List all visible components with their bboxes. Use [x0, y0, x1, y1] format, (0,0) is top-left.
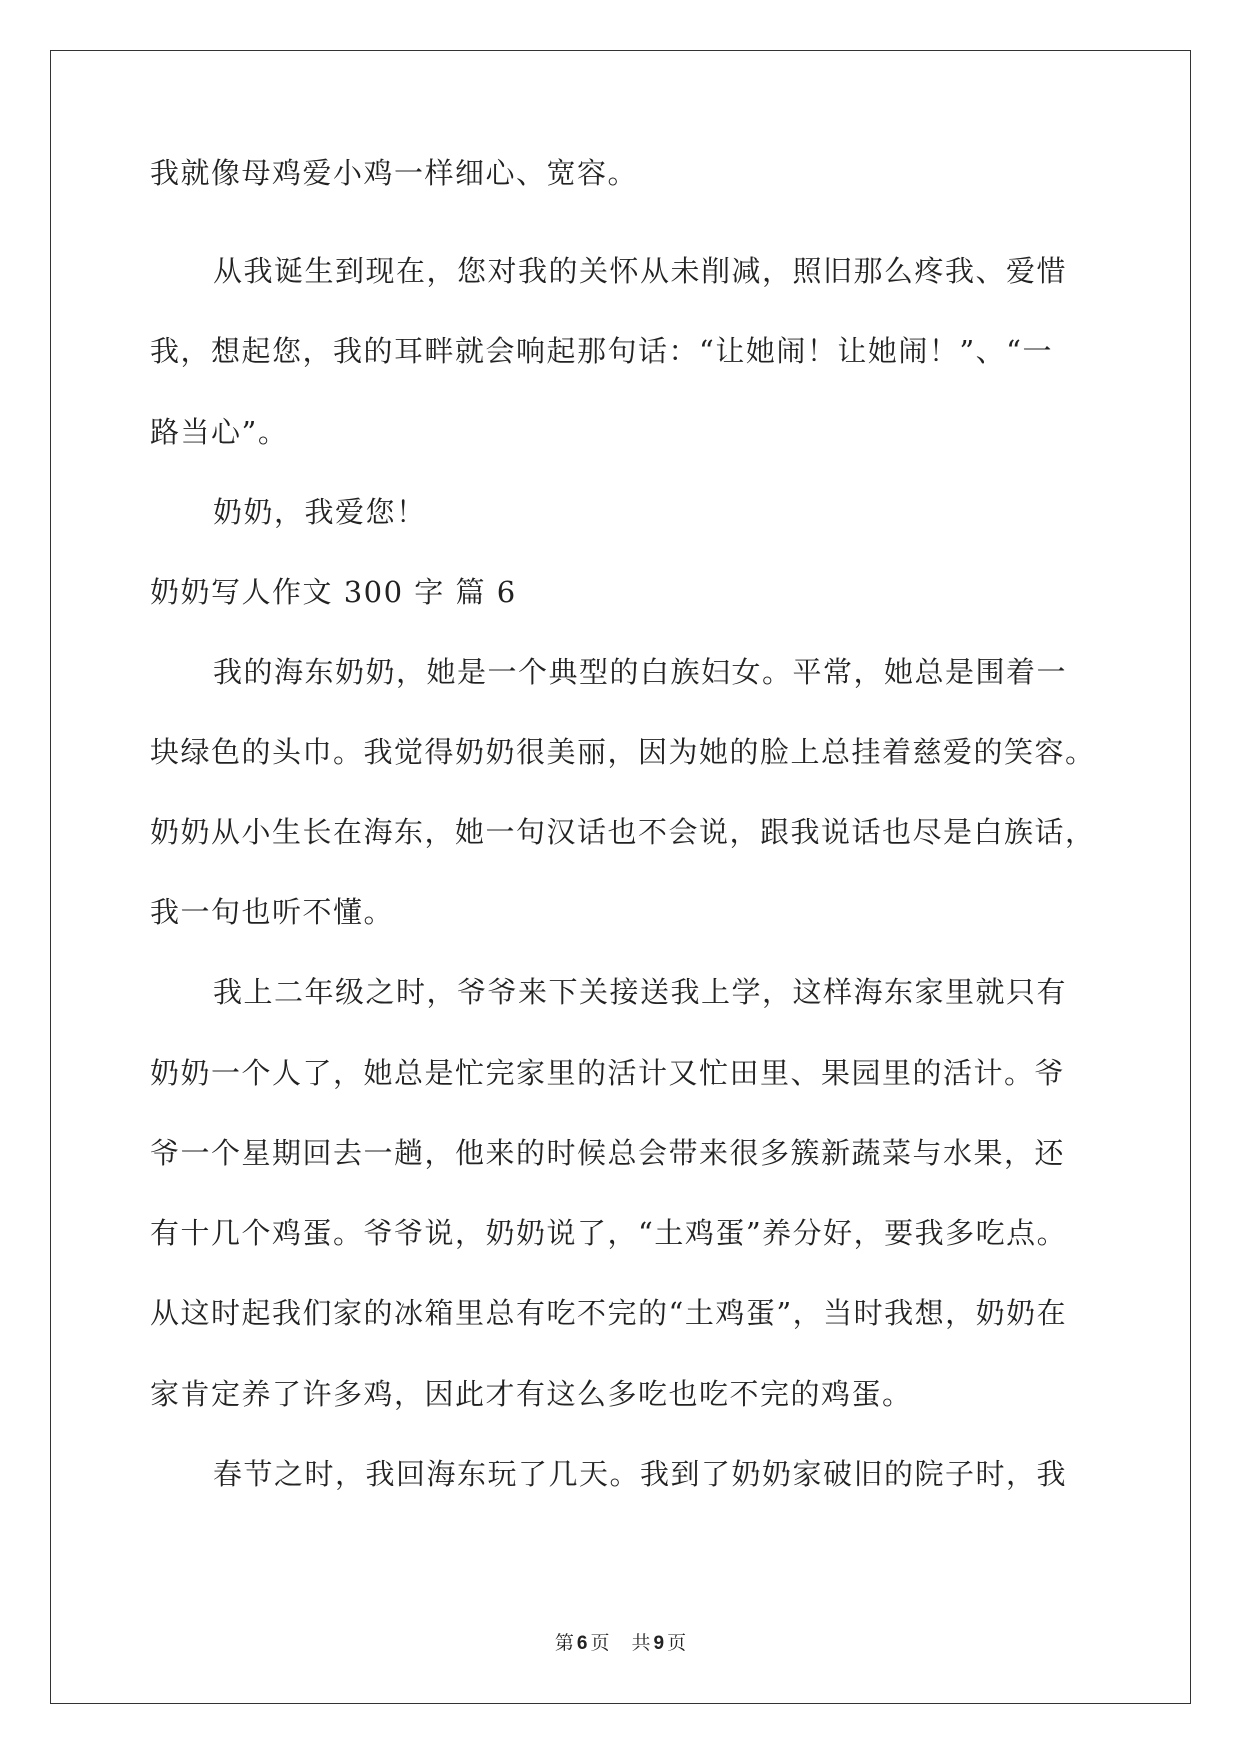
total-prefix: 共 [631, 1633, 651, 1654]
text-line: 我一句也听不懂。 [150, 895, 395, 929]
text-line: 从这时起我们家的冰箱里总有吃不完的“土鸡蛋”，当时我想，奶奶在 [150, 1296, 1068, 1330]
paragraph-start-line: 奶奶，我爱您！ [213, 495, 427, 529]
text-line: 爷一个星期回去一趟，他来的时候总会带来很多簇新蔬菜与水果，还 [150, 1136, 1066, 1170]
text-line: 块绿色的头巾。我觉得奶奶很美丽，因为她的脸上总挂着慈爱的笑容。 [150, 735, 1096, 769]
section-heading: 奶奶写人作文 300 字 篇 6 [150, 575, 517, 609]
text-line: 路当心”。 [150, 415, 289, 449]
total-suffix: 页 [667, 1633, 687, 1654]
paragraph-start-line: 春节之时，我回海东玩了几天。我到了奶奶家破旧的院子时，我 [213, 1457, 1068, 1491]
text-line: 有十几个鸡蛋。爷爷说，奶奶说了，“土鸡蛋”养分好，要我多吃点。 [150, 1216, 1068, 1250]
text-line: 奶奶从小生长在海东，她一句汉话也不会说，跟我说话也尽是白族话， [150, 815, 1096, 849]
paragraph-start-line: 我上二年级之时，爷爷来下关接送我上学，这样海东家里就只有 [213, 975, 1068, 1009]
page-suffix: 页 [590, 1633, 610, 1654]
text-line: 家肯定养了许多鸡，因此才有这么多吃也吃不完的鸡蛋。 [150, 1377, 913, 1411]
total-pages: 9 [653, 1633, 665, 1654]
page-number: 6 [576, 1633, 588, 1654]
paragraph-start-line: 我的海东奶奶，她是一个典型的白族妇女。平常，她总是围着一 [213, 655, 1068, 689]
page-prefix: 第 [554, 1633, 574, 1654]
page-footer [0, 1628, 1241, 1655]
text-line: 奶奶一个人了，她总是忙完家里的活计又忙田里、果园里的活计。爷 [150, 1056, 1066, 1090]
text-line: 我就像母鸡爱小鸡一样细心、宽容。 [150, 156, 639, 190]
paragraph-start-line: 从我诞生到现在，您对我的关怀从未削减，照旧那么疼我、爱惜 [213, 254, 1068, 288]
text-line: 我，想起您，我的耳畔就会响起那句话：“让她闹！让她闹！”、“一 [150, 334, 1053, 368]
